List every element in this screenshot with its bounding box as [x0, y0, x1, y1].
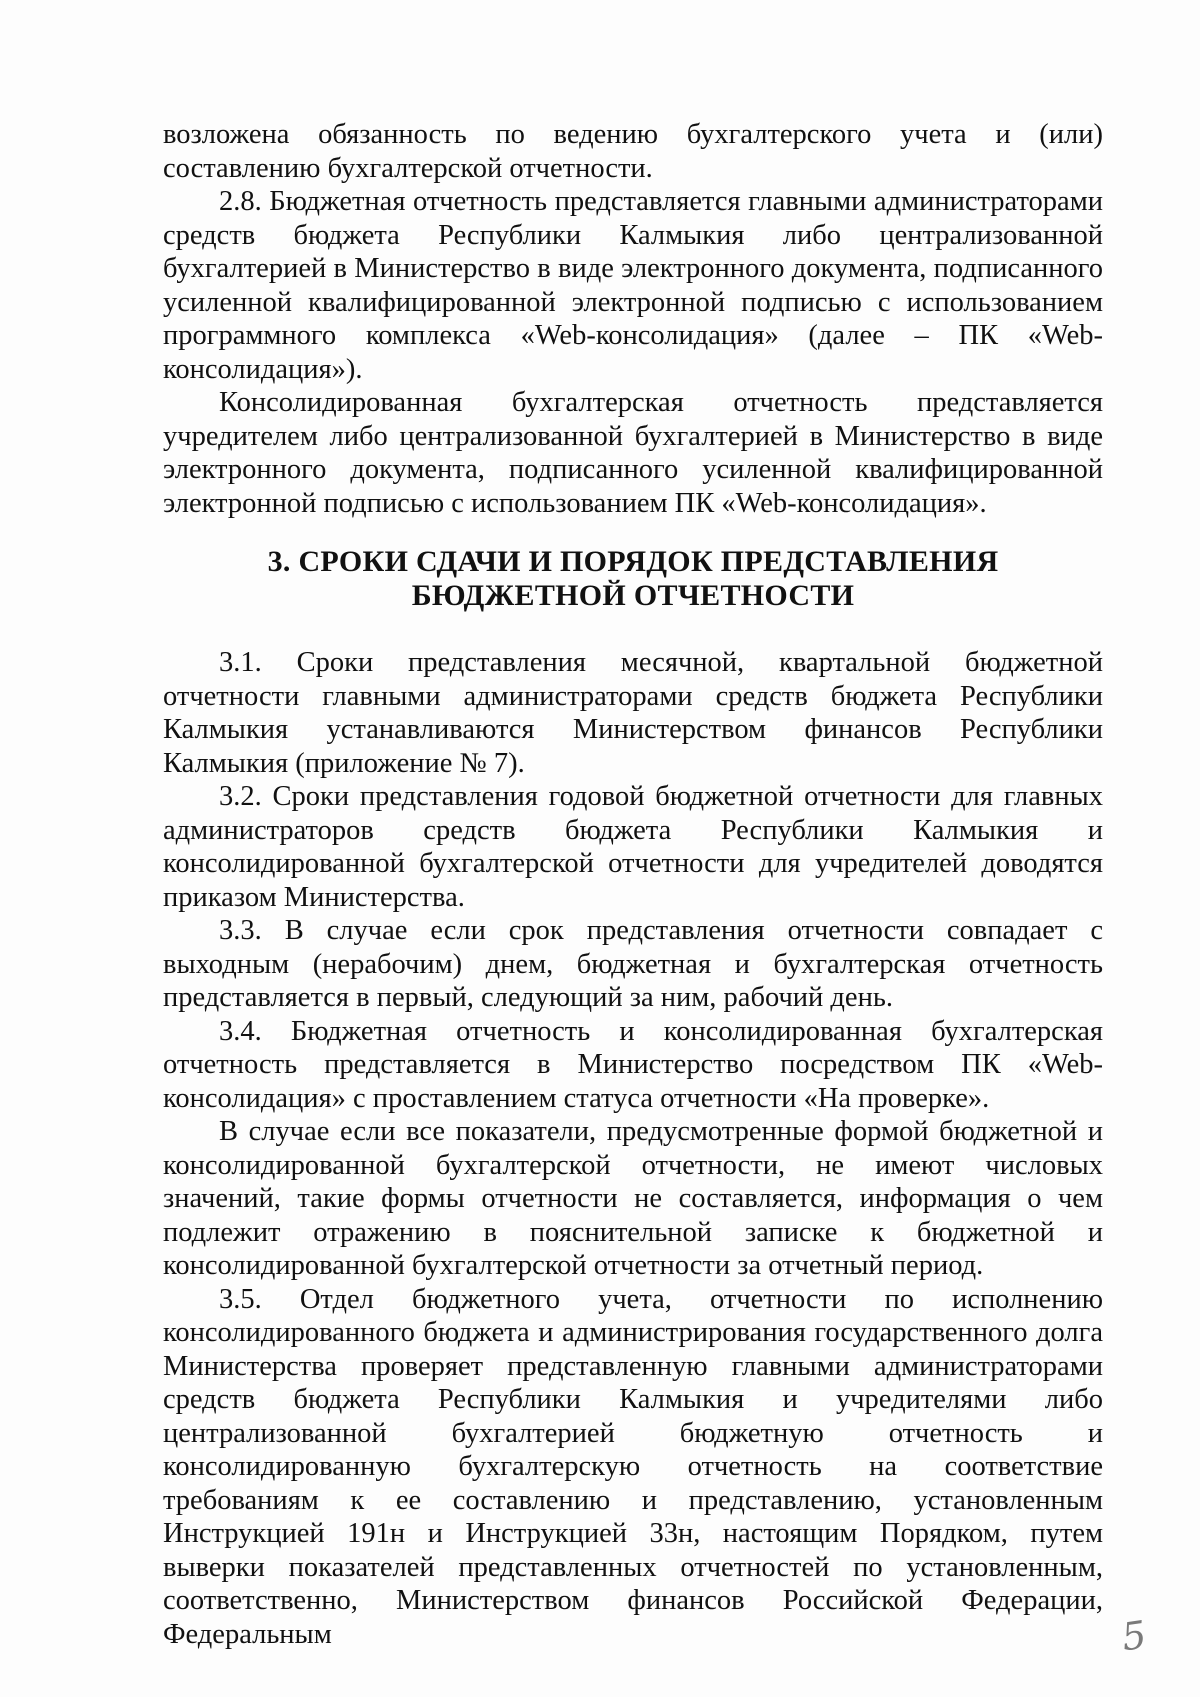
top-text-block — [163, 118, 1103, 520]
paragraph-consolidated-reporting: Консолидированная бухгалтерская отчетность представляется учредителем либо централизованной бухгалтерией в Министерство в виде электронного документа, подписанного усиленной квалифицированной электронной подписью с использованием ПК «Web-консолидация». — [163, 387, 1103, 519]
paragraph-3-5: 3.5. Отдел бюджетного учета, отчетности по исполнению консолидированного бюджета и администрирования государственного долга Министерства проверяет представленную главными администраторами средств бюджета Республики Калмыкия и учредителями либо централизованной бухгалтерией бюджетную отчетность и консолидированную бухгалтерскую отчетность на соответствие требованиям к ее составлению и представлению, установленным Инструкцией 191н и Инструкцией 33н, настоящим Порядком, путем выверки показателей представленных отчетностей по установленным, соответственно, Министерством финансов Российской Федерации, Федеральным — [163, 1283, 1103, 1650]
paragraph-3-4: 3.4. Бюджетная отчетность и консолидированная бухгалтерская отчетность представляется в Министерство посредством ПК «Web-консолидация» с проставлением статуса отчетности «На проверке». — [163, 1015, 1103, 1114]
section-heading — [163, 545, 1103, 613]
section-heading-line-1: 3. СРОКИ СДАЧИ И ПОРЯДОК ПРЕДСТАВЛЕНИЯ — [267, 545, 999, 578]
section-heading-line-2: БЮДЖЕТНОЙ ОТЧЕТНОСТИ — [411, 579, 855, 612]
paragraph-3-3: 3.3. В случае если срок представления отчетности совпадает с выходным (нерабочим) днем, бюджетная и бухгалтерская отчетность представляется в первый, следующий за ним, рабочий день. — [163, 915, 1103, 1013]
paragraph-2-8: 2.8. Бюджетная отчетность представляется главными администраторами средств бюджета Республики Калмыкия либо централизованной бухгалтерией в Министерство в виде электронного документа, подписанного усиленной квалифицированной электронной подписью с использованием программного комплекса «Web-консолидация» (далее – ПК «Web-консолидация»). — [163, 186, 1103, 385]
page-number: 5 — [1119, 1612, 1150, 1660]
paragraph-3-1: 3.1. Сроки представления месячной, квартальной бюджетной отчетности главными администраторами средств бюджета Республики Калмыкия устанавливаются Министерством финансов Республики Калмыкия (приложение № 7). — [163, 647, 1103, 779]
section-3-text-block — [163, 646, 1103, 1651]
paragraph-3-2: 3.2. Сроки представления годовой бюджетной отчетности для главных администраторов средств бюджета Республики Калмыкия и консолидированной бухгалтерской отчетности для учредителей доводятся приказом Министерства. — [163, 781, 1103, 913]
paragraph-3-4-continued: В случае если все показатели, предусмотренные формой бюджетной и консолидированной бухгалтерской отчетности, не имеют числовых значений, такие формы отчетности не составляется, информация о чем подлежит отражению в пояснительной записке к бюджетной и консолидированной бухгалтерской отчетности за отчетный период. — [163, 1116, 1103, 1281]
paragraph-continuation: возложена обязанность по ведению бухгалтерского учета и (или) составлению бухгалтерской отчетности. — [163, 119, 1103, 184]
